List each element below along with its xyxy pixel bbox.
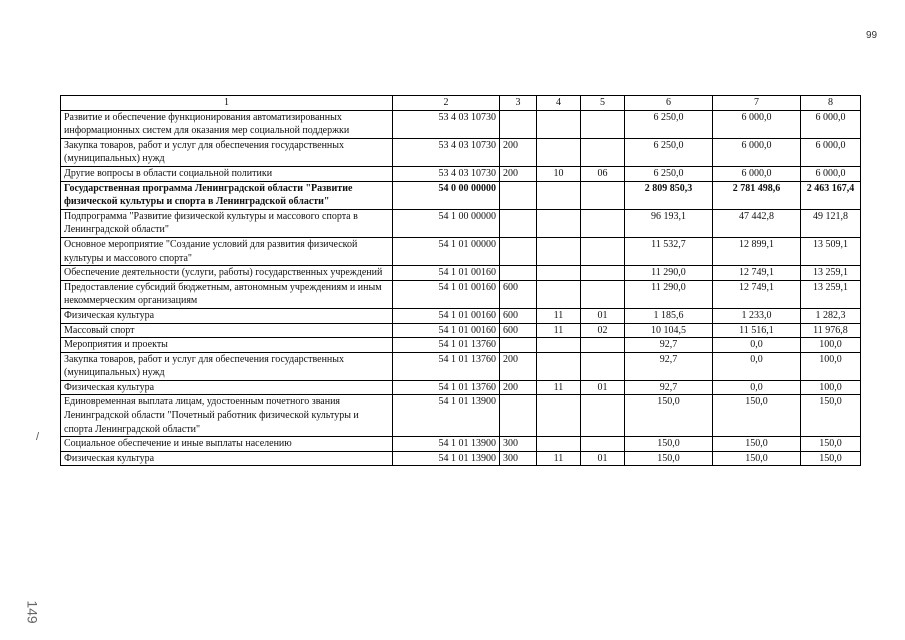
row-value-col7-cell: 150,0 — [713, 395, 801, 437]
column-header: 8 — [801, 96, 861, 111]
column-header: 5 — [581, 96, 625, 111]
row-name-cell: Закупка товаров, работ и услуг для обеспечения государственных (муниципальных) нужд — [61, 138, 393, 166]
row-expense-type-cell — [500, 395, 537, 437]
table-row — [61, 352, 861, 380]
row-value-col6-cell: 11 290,0 — [625, 280, 713, 308]
table-row — [61, 451, 861, 466]
row-subsection-cell — [581, 266, 625, 281]
row-value-col8-cell: 6 000,0 — [801, 138, 861, 166]
table-row — [61, 280, 861, 308]
row-section-cell — [537, 280, 581, 308]
row-expense-type-cell: 300 — [500, 437, 537, 452]
row-section-cell — [537, 352, 581, 380]
row-section-cell — [537, 237, 581, 265]
row-subsection-cell — [581, 437, 625, 452]
row-value-col7-cell: 0,0 — [713, 338, 801, 353]
row-expense-type-cell — [500, 338, 537, 353]
row-value-col6-cell: 6 250,0 — [625, 138, 713, 166]
table-row — [61, 209, 861, 237]
row-section-cell — [537, 395, 581, 437]
row-name-cell: Государственная программа Ленинградской области "Развитие физической культуры и спорта в Ленинградской области" — [61, 181, 393, 209]
row-code-cell: 53 4 03 10730 — [393, 110, 500, 138]
row-value-col6-cell: 92,7 — [625, 352, 713, 380]
row-code-cell: 54 1 01 13760 — [393, 352, 500, 380]
table-row — [61, 266, 861, 281]
row-expense-type-cell: 200 — [500, 380, 537, 395]
row-name-cell: Обеспечение деятельности (услуги, работы) государственных учреждений — [61, 266, 393, 281]
row-code-cell: 54 1 01 13760 — [393, 338, 500, 353]
row-value-col6-cell: 150,0 — [625, 451, 713, 466]
row-code-cell: 54 1 00 00000 — [393, 209, 500, 237]
row-value-col7-cell: 0,0 — [713, 380, 801, 395]
row-value-col7-cell: 47 442,8 — [713, 209, 801, 237]
row-value-col6-cell: 6 250,0 — [625, 110, 713, 138]
row-name-cell: Другие вопросы в области социальной политики — [61, 166, 393, 181]
row-value-col7-cell: 1 233,0 — [713, 308, 801, 323]
table-row — [61, 437, 861, 452]
row-value-col7-cell: 150,0 — [713, 451, 801, 466]
row-value-col6-cell: 92,7 — [625, 380, 713, 395]
row-value-col8-cell: 100,0 — [801, 352, 861, 380]
row-subsection-cell — [581, 138, 625, 166]
row-code-cell: 54 1 01 00160 — [393, 266, 500, 281]
row-value-col8-cell: 13 509,1 — [801, 237, 861, 265]
row-value-col7-cell: 6 000,0 — [713, 138, 801, 166]
row-expense-type-cell: 200 — [500, 352, 537, 380]
row-value-col7-cell: 12 749,1 — [713, 280, 801, 308]
row-value-col6-cell: 6 250,0 — [625, 166, 713, 181]
row-code-cell: 54 1 01 13900 — [393, 437, 500, 452]
row-subsection-cell — [581, 110, 625, 138]
table-row — [61, 380, 861, 395]
row-subsection-cell — [581, 181, 625, 209]
row-value-col7-cell: 6 000,0 — [713, 110, 801, 138]
row-expense-type-cell: 200 — [500, 138, 537, 166]
row-section-cell — [537, 110, 581, 138]
row-name-cell: Развитие и обеспечение функционирования автоматизированных информационных систем для оказания мер социальной поддержки — [61, 110, 393, 138]
row-value-col8-cell: 150,0 — [801, 451, 861, 466]
row-section-cell: 11 — [537, 451, 581, 466]
row-name-cell: Социальное обеспечение и иные выплаты населению — [61, 437, 393, 452]
row-name-cell: Физическая культура — [61, 308, 393, 323]
row-value-col8-cell: 6 000,0 — [801, 110, 861, 138]
row-value-col8-cell: 13 259,1 — [801, 266, 861, 281]
stamp-number — [26, 588, 40, 636]
row-subsection-cell — [581, 338, 625, 353]
row-value-col8-cell: 11 976,8 — [801, 323, 861, 338]
row-value-col7-cell: 2 781 498,6 — [713, 181, 801, 209]
row-name-cell: Мероприятия и проекты — [61, 338, 393, 353]
row-code-cell: 54 1 01 13760 — [393, 380, 500, 395]
row-subsection-cell — [581, 395, 625, 437]
row-value-col7-cell: 12 899,1 — [713, 237, 801, 265]
row-expense-type-cell: 600 — [500, 308, 537, 323]
row-section-cell — [537, 266, 581, 281]
row-value-col7-cell: 0,0 — [713, 352, 801, 380]
row-value-col8-cell: 150,0 — [801, 395, 861, 437]
row-value-col7-cell: 12 749,1 — [713, 266, 801, 281]
table-row — [61, 110, 861, 138]
row-subsection-cell: 06 — [581, 166, 625, 181]
row-value-col6-cell: 2 809 850,3 — [625, 181, 713, 209]
row-section-cell — [537, 181, 581, 209]
table-row — [61, 323, 861, 338]
row-value-col6-cell: 10 104,5 — [625, 323, 713, 338]
row-value-col7-cell: 6 000,0 — [713, 166, 801, 181]
column-header: 6 — [625, 96, 713, 111]
stamp-number-text: 149 — [25, 600, 42, 624]
row-value-col8-cell: 6 000,0 — [801, 166, 861, 181]
row-code-cell: 54 1 01 00160 — [393, 280, 500, 308]
row-name-cell: Основное мероприятие "Создание условий для развития физической культуры и массового спорта" — [61, 237, 393, 265]
row-code-cell: 54 1 01 13900 — [393, 395, 500, 437]
row-value-col8-cell: 49 121,8 — [801, 209, 861, 237]
column-header: 7 — [713, 96, 801, 111]
row-code-cell: 54 1 01 00160 — [393, 308, 500, 323]
row-section-cell: 11 — [537, 380, 581, 395]
row-expense-type-cell: 600 — [500, 280, 537, 308]
row-expense-type-cell — [500, 266, 537, 281]
column-header: 3 — [500, 96, 537, 111]
column-header: 1 — [61, 96, 393, 111]
row-value-col6-cell: 96 193,1 — [625, 209, 713, 237]
table-row — [61, 166, 861, 181]
row-name-cell: Массовый спорт — [61, 323, 393, 338]
table-row — [61, 181, 861, 209]
row-expense-type-cell: 200 — [500, 166, 537, 181]
row-value-col8-cell: 1 282,3 — [801, 308, 861, 323]
budget-table — [60, 95, 861, 466]
row-name-cell: Предоставление субсидий бюджетным, автономным учреждениям и иным некоммерческим организациям — [61, 280, 393, 308]
page-number: 99 — [866, 30, 878, 41]
margin-mark: / — [36, 431, 40, 443]
row-expense-type-cell: 600 — [500, 323, 537, 338]
row-name-cell: Закупка товаров, работ и услуг для обеспечения государственных (муниципальных) нужд — [61, 352, 393, 380]
row-section-cell: 11 — [537, 323, 581, 338]
table-row — [61, 138, 861, 166]
row-value-col7-cell: 11 516,1 — [713, 323, 801, 338]
row-expense-type-cell: 300 — [500, 451, 537, 466]
row-value-col8-cell: 100,0 — [801, 338, 861, 353]
row-subsection-cell — [581, 280, 625, 308]
header-row — [61, 96, 861, 111]
row-value-col6-cell: 11 532,7 — [625, 237, 713, 265]
row-section-cell — [537, 209, 581, 237]
row-subsection-cell: 02 — [581, 323, 625, 338]
column-header: 4 — [537, 96, 581, 111]
row-section-cell: 10 — [537, 166, 581, 181]
row-value-col8-cell: 150,0 — [801, 437, 861, 452]
row-section-cell — [537, 338, 581, 353]
table-row — [61, 237, 861, 265]
row-subsection-cell — [581, 237, 625, 265]
row-value-col6-cell: 1 185,6 — [625, 308, 713, 323]
row-expense-type-cell — [500, 110, 537, 138]
row-code-cell: 54 1 01 13900 — [393, 451, 500, 466]
row-name-cell: Физическая культура — [61, 380, 393, 395]
row-name-cell: Физическая культура — [61, 451, 393, 466]
row-value-col6-cell: 150,0 — [625, 437, 713, 452]
row-code-cell: 54 1 01 00000 — [393, 237, 500, 265]
table-row — [61, 338, 861, 353]
column-header: 2 — [393, 96, 500, 111]
table-body — [61, 110, 861, 466]
row-section-cell — [537, 138, 581, 166]
table-row — [61, 308, 861, 323]
row-expense-type-cell — [500, 209, 537, 237]
row-section-cell: 11 — [537, 308, 581, 323]
row-subsection-cell — [581, 352, 625, 380]
row-code-cell: 54 1 01 00160 — [393, 323, 500, 338]
row-code-cell: 53 4 03 10730 — [393, 138, 500, 166]
row-value-col6-cell: 11 290,0 — [625, 266, 713, 281]
row-value-col6-cell: 150,0 — [625, 395, 713, 437]
row-value-col8-cell: 2 463 167,4 — [801, 181, 861, 209]
row-subsection-cell — [581, 209, 625, 237]
row-code-cell: 53 4 03 10730 — [393, 166, 500, 181]
row-subsection-cell: 01 — [581, 380, 625, 395]
row-subsection-cell: 01 — [581, 308, 625, 323]
row-value-col7-cell: 150,0 — [713, 437, 801, 452]
row-expense-type-cell — [500, 181, 537, 209]
row-value-col6-cell: 92,7 — [625, 338, 713, 353]
row-value-col8-cell: 100,0 — [801, 380, 861, 395]
table-row — [61, 395, 861, 437]
row-expense-type-cell — [500, 237, 537, 265]
row-value-col8-cell: 13 259,1 — [801, 280, 861, 308]
row-code-cell: 54 0 00 00000 — [393, 181, 500, 209]
row-name-cell: Единовременная выплата лицам, удостоенным почетного звания Ленинградской области "Почетный работник физической культуры и спорта Ленинградской области" — [61, 395, 393, 437]
row-name-cell: Подпрограмма "Развитие физической культуры и массового спорта в Ленинградской области" — [61, 209, 393, 237]
row-section-cell — [537, 437, 581, 452]
row-subsection-cell: 01 — [581, 451, 625, 466]
